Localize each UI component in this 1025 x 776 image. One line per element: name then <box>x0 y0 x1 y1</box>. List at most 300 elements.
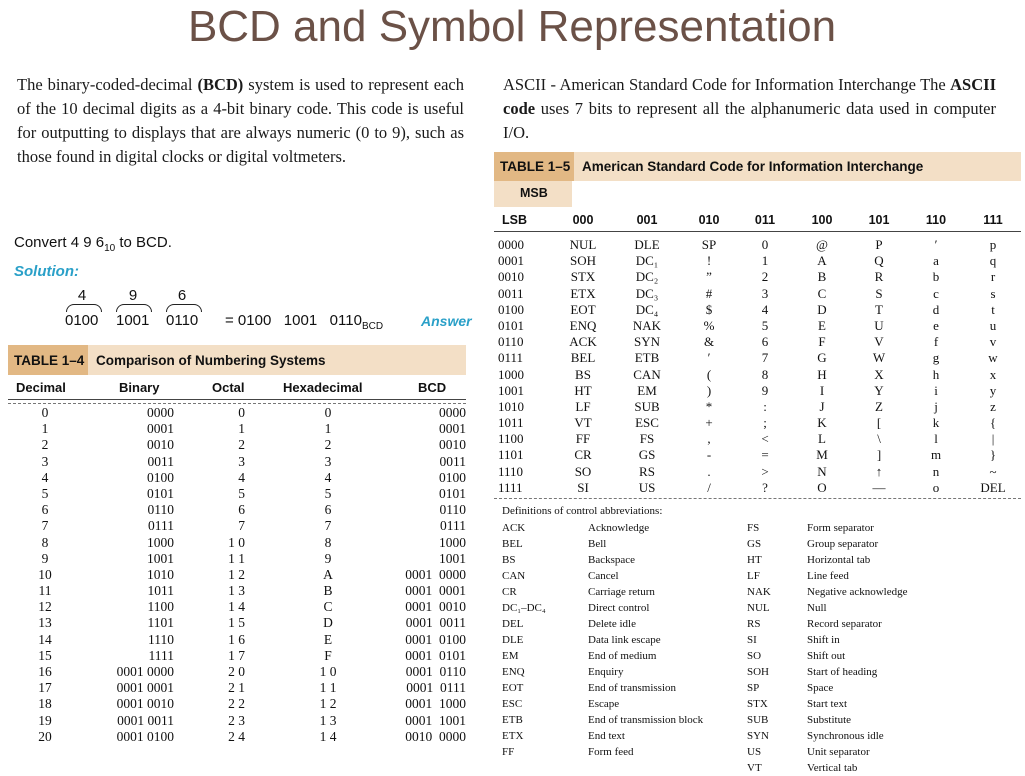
ascii-cell: + <box>705 415 713 431</box>
ascii-cell: EM <box>637 382 657 398</box>
table-cell: 0110 <box>439 502 466 518</box>
ascii-cell: U <box>874 317 884 333</box>
def-abbr: ACK <box>502 522 526 534</box>
table-cell: 11 <box>38 583 52 599</box>
hex-column <box>300 405 356 745</box>
lsb-column <box>498 237 544 496</box>
lsb-cell: 1110 <box>498 463 524 479</box>
lsb-cell: 0011 <box>498 285 524 301</box>
table-cell: 1111 <box>148 647 174 663</box>
table-cell: 1000 <box>439 534 466 550</box>
def-desc: Shift out <box>807 650 846 662</box>
lsb-cell: 0101 <box>498 317 524 333</box>
def-desc: End of transmission block <box>588 714 704 726</box>
def-desc: Start text <box>807 698 848 710</box>
lsb-cell: 0010 <box>498 269 524 285</box>
octal-column <box>205 405 245 745</box>
def-desc: Substitute <box>807 714 852 726</box>
ascii-column <box>904 237 968 496</box>
ascii-cell: DC₁ <box>635 253 659 269</box>
table-cell: 1 0 <box>319 664 337 679</box>
ascii-cell: 1 <box>761 253 769 269</box>
example-digit: 9 <box>128 287 138 304</box>
ascii-cell: c <box>933 285 939 301</box>
table-cell: 1 1 <box>228 550 245 566</box>
ascii-cell: $ <box>705 301 713 317</box>
def-desc: End text <box>588 730 625 742</box>
table-cell: 9 <box>41 550 49 566</box>
table-cell: 0001 0011 <box>405 615 466 631</box>
ascii-cell: ↑ <box>875 463 883 479</box>
ascii-cell: P <box>875 237 883 252</box>
def-abbr: SYN <box>747 730 770 742</box>
table-cell: 1010 <box>147 566 174 582</box>
def-desc: Bell <box>588 538 607 550</box>
table-cell: 0101 <box>147 485 174 501</box>
column-header: BCD <box>418 380 447 395</box>
def-desc: Line feed <box>807 570 849 582</box>
answer-label: Answer <box>421 313 472 329</box>
ascii-cell: j <box>934 398 938 414</box>
table-cell: 0 <box>238 405 245 420</box>
ascii-cell: h <box>932 366 940 382</box>
table-cell: 1100 <box>147 599 174 615</box>
table-cell: 7 <box>324 518 332 534</box>
table-cell: 7 <box>238 518 245 534</box>
table-cell: 2 0 <box>228 664 245 679</box>
def-desc: Backspace <box>588 554 636 566</box>
def-abbr: ETX <box>502 730 524 742</box>
decimal-column <box>30 405 60 745</box>
table-cell: 2 4 <box>228 728 245 744</box>
msb-header: 101 <box>868 213 890 227</box>
table-cell: 6 <box>41 502 49 518</box>
ascii-cell: ′ <box>934 237 938 252</box>
table-cell: 3 <box>41 453 49 469</box>
table-cell: 4 <box>238 469 245 485</box>
ascii-cell: s <box>990 285 996 301</box>
ascii-cell: BS <box>575 366 591 382</box>
ascii-cell: } <box>989 447 997 463</box>
table-cell: 12 <box>38 599 52 615</box>
def-abbr: GS <box>747 538 762 550</box>
table-cell: 0001 0101 <box>405 647 466 663</box>
table-cell: 0100 <box>147 469 174 485</box>
def-abbr: RS <box>747 618 761 630</box>
msb-header: 000 <box>572 213 594 227</box>
table-cell: 1011 <box>147 583 174 599</box>
table-cell: A <box>323 566 333 582</box>
ascii-cell: 3 <box>761 285 769 301</box>
ascii-cell: w <box>988 350 998 366</box>
table-cell: 5 <box>238 485 245 501</box>
def-desc: Negative acknowledge <box>807 586 908 598</box>
ascii-cell: - <box>706 447 712 463</box>
def-desc: Synchronous idle <box>807 730 884 742</box>
def-desc: Delete idle <box>588 618 636 630</box>
table-cell: 0010 0000 <box>405 728 466 744</box>
def-desc: End of medium <box>588 650 657 662</box>
ascii-cell: u <box>989 317 997 333</box>
table-cell: 0 <box>41 405 49 420</box>
bcd-column <box>380 405 466 745</box>
ascii-cell: FF <box>575 431 591 447</box>
def-abbr: DEL <box>502 618 524 630</box>
ascii-cell: SO <box>574 463 592 479</box>
column-header: Hexadecimal <box>283 380 363 395</box>
def-abbr: NAK <box>747 586 771 598</box>
ascii-cell: # <box>705 285 713 301</box>
ascii-cell: k <box>932 415 940 431</box>
ascii-column <box>677 237 741 496</box>
def-abbr: STX <box>747 698 768 710</box>
table-cell: 6 <box>324 502 332 518</box>
table-cell: 3 <box>324 453 332 469</box>
table-caption: American Standard Code for Information Interchange <box>574 152 1021 181</box>
example-digit: 6 <box>177 287 187 304</box>
header-rule <box>8 399 466 400</box>
table-cell: 4 <box>324 469 332 485</box>
def-abbr: CR <box>502 586 517 598</box>
table-cell: 0001 0110 <box>405 664 466 679</box>
ascii-cell: ) <box>706 382 712 398</box>
ascii-cell: * <box>705 398 713 414</box>
def-desc: Data link escape <box>588 634 661 646</box>
example-digit: 4 <box>77 287 87 304</box>
ascii-cell: ” <box>706 269 712 285</box>
ascii-cell: g <box>932 350 940 366</box>
definitions-right-desc <box>807 520 907 776</box>
table-cell: B <box>323 583 333 599</box>
def-desc: Form feed <box>588 746 634 758</box>
ascii-cell: M <box>816 447 828 463</box>
table-cell: 14 <box>38 631 52 647</box>
table-cell: 1 <box>238 421 245 437</box>
msb-label: MSB <box>520 186 548 200</box>
ascii-cell: NUL <box>569 237 597 252</box>
ascii-cell: [ <box>876 415 882 431</box>
def-desc: Cancel <box>588 570 619 582</box>
table-cell: 2 <box>324 437 332 453</box>
ascii-cell: % <box>703 317 715 333</box>
table-cell: 0101 <box>439 485 466 501</box>
ascii-cell: 8 <box>761 366 769 382</box>
table-cell: 10 <box>38 566 52 582</box>
lsb-cell: 0110 <box>498 334 524 350</box>
ascii-cell: O <box>817 479 827 495</box>
ascii-cell: ( <box>706 366 712 382</box>
table-cell: 0001 <box>147 421 174 437</box>
table-cell: 0001 0111 <box>406 680 466 696</box>
page-title: BCD and Symbol Representation <box>187 2 837 51</box>
ascii-cell: Y <box>874 382 884 398</box>
ascii-cell: STX <box>570 269 596 285</box>
example-prompt: Convert 4 9 $6_{10}$ to BCD. <box>14 234 172 254</box>
def-desc: Space <box>807 682 834 694</box>
def-abbr: LF <box>747 570 760 582</box>
table-cell: 1110 <box>148 631 174 647</box>
ascii-cell: v <box>989 334 997 350</box>
ascii-column <box>847 237 911 496</box>
table-cell: 1 3 <box>228 583 245 599</box>
table-cell: C <box>323 599 333 615</box>
def-abbr: US <box>747 746 762 758</box>
table-cell: 2 <box>41 437 49 453</box>
table-cell: 0011 <box>147 453 174 469</box>
def-desc: End of transmission <box>588 682 676 694</box>
ascii-cell: X <box>874 366 884 382</box>
header-rule <box>494 231 1021 232</box>
table-cell: 1 <box>324 421 332 437</box>
table-cell: 0111 <box>148 518 174 534</box>
table-cell: 6 <box>238 502 245 518</box>
ascii-cell: 0 <box>761 237 769 252</box>
ascii-cell: n <box>932 463 940 479</box>
table-cell: 4 <box>41 469 49 485</box>
table-cell: 5 <box>324 485 332 501</box>
table-cell: 1 0 <box>228 534 245 550</box>
table-cell: 0000 <box>439 405 466 420</box>
ascii-cell: z <box>990 398 996 414</box>
table-cell: 1001 <box>439 550 466 566</box>
ascii-cell: t <box>991 301 995 317</box>
table-cell: 7 <box>41 518 49 534</box>
ascii-cell: H <box>817 366 827 382</box>
table-cell: 0100 <box>439 469 466 485</box>
table-cell: 0001 0001 <box>116 680 174 696</box>
table-cell: 0001 0000 <box>405 566 466 582</box>
ascii-cell: B <box>817 269 827 285</box>
ascii-cell: Z <box>875 398 883 414</box>
table-cell: 2 <box>238 437 245 453</box>
ascii-cell: EOT <box>570 301 596 317</box>
ascii-cell: BEL <box>570 350 596 366</box>
ascii-cell: D <box>817 301 827 317</box>
ascii-cell: / <box>707 479 711 495</box>
ascii-cell: DC₄ <box>635 301 659 317</box>
table-cell: 17 <box>38 680 52 696</box>
def-desc: Vertical tab <box>807 762 858 774</box>
table-1-5-header <box>494 152 1021 181</box>
definitions-right-abbr <box>747 520 771 776</box>
ascii-cell: p <box>989 237 997 252</box>
table-cell: 16 <box>38 664 52 679</box>
ascii-cell: = <box>761 447 769 463</box>
ascii-cell: ACK <box>569 334 597 350</box>
table-cell: E <box>323 631 333 647</box>
binary-column <box>96 405 174 745</box>
ascii-cell: DC₃ <box>635 285 659 301</box>
ascii-cell: m <box>930 447 942 463</box>
ascii-cell: DLE <box>634 237 660 252</box>
ascii-cell: x <box>989 366 997 382</box>
msb-header: 110 <box>925 213 947 227</box>
msb-header: 100 <box>811 213 833 227</box>
ascii-description: ASCII - American Standard Code for Information Interchange The ASCII code uses 7 bits to represent all the alphanumeric data used in computer I/O. <box>503 75 996 142</box>
ascii-cell: SYN <box>633 334 660 350</box>
ascii-cell: SOH <box>569 253 596 269</box>
ascii-cell: C <box>817 285 827 301</box>
def-abbr: SO <box>747 650 762 662</box>
table-cell: 1 6 <box>228 631 245 647</box>
def-abbr: VT <box>747 762 762 774</box>
table-cell: 1 4 <box>228 599 245 615</box>
ascii-cell: SP <box>701 237 717 252</box>
ascii-cell: . <box>707 463 711 479</box>
table-cell: 1 7 <box>228 647 245 663</box>
table-cell: 0001 0100 <box>405 631 466 647</box>
ascii-cell: e <box>933 317 939 333</box>
table-cell: 0001 0001 <box>405 583 466 599</box>
lsb-cell: 1100 <box>498 431 524 447</box>
def-abbr: FS <box>747 522 760 534</box>
ascii-cell: o <box>932 479 940 495</box>
lsb-label: LSB <box>502 213 527 227</box>
def-desc: Enquiry <box>588 666 624 678</box>
ascii-cell: GS <box>638 447 656 463</box>
table-cell: 1 2 <box>228 566 245 582</box>
example-group: 0100 <box>65 312 99 329</box>
def-desc: Start of heading <box>807 666 878 678</box>
ascii-cell: DEL <box>980 479 1006 495</box>
table-cell: 0001 0000 <box>116 664 174 679</box>
ascii-cell: L <box>818 431 826 447</box>
lsb-cell: 0100 <box>498 301 524 317</box>
ascii-column <box>733 237 797 496</box>
table-cell: 1 1 <box>319 680 337 696</box>
ascii-cell: R <box>874 269 884 285</box>
lsb-cell: 0111 <box>498 350 524 366</box>
ascii-cell: W <box>872 350 886 366</box>
def-abbr: HT <box>747 554 762 566</box>
column-header: Octal <box>212 380 245 395</box>
brace <box>116 304 152 312</box>
def-desc: Escape <box>588 698 620 710</box>
def-abbr: EM <box>502 650 519 662</box>
table-cell: 0010 <box>439 437 466 453</box>
column-header: Decimal <box>16 380 66 395</box>
table-cell: 1 4 <box>319 728 337 744</box>
ascii-cell: VT <box>574 415 592 431</box>
ascii-cell: SI <box>577 479 589 495</box>
table-cell: 1101 <box>147 615 174 631</box>
ascii-cell: , <box>707 431 711 447</box>
def-desc: Direct control <box>588 602 650 614</box>
def-abbr: SUB <box>747 714 769 726</box>
ascii-cell: b <box>932 269 940 285</box>
ascii-cell: 4 <box>761 301 769 317</box>
bcd-description: The binary-coded-decimal (BCD) system is used to represent each of the 10 decimal digits as a 4-bit binary code. This code is useful for outputting to displays that are always numeric (0 to 9), such as those found in digital clocks or digital voltmeters. <box>17 75 464 166</box>
ascii-cell: < <box>761 431 769 447</box>
definitions-title: Definitions of control abbreviations: <box>502 505 663 517</box>
table-cell: 1 2 <box>319 696 337 712</box>
def-desc: Horizontal tab <box>807 554 871 566</box>
ascii-cell: > <box>761 463 769 479</box>
table-cell: 0001 0010 <box>405 599 466 615</box>
def-abbr: BS <box>502 554 516 566</box>
ascii-cell: J <box>819 398 825 414</box>
ascii-cell: T <box>875 301 883 317</box>
example-group: 1001 <box>116 312 150 329</box>
ascii-cell: SUB <box>634 398 660 414</box>
ascii-column <box>551 237 615 496</box>
table-cell: 8 <box>41 534 49 550</box>
def-abbr: SOH <box>747 666 770 678</box>
ascii-cell: LF <box>575 398 591 414</box>
ascii-cell: ; <box>763 415 767 431</box>
def-desc: Group separator <box>807 538 879 550</box>
table-cell: 0000 <box>147 405 174 420</box>
ascii-cell: i <box>934 382 938 398</box>
table-cell: 0001 <box>439 421 466 437</box>
lsb-cell: 1101 <box>498 447 524 463</box>
def-abbr: ENQ <box>502 666 525 678</box>
table-cell: 0111 <box>440 518 466 534</box>
ascii-cell: FS <box>639 431 655 447</box>
ascii-cell: 5 <box>761 317 769 333</box>
lsb-cell: 0001 <box>498 253 524 269</box>
table-cell: 8 <box>324 534 332 550</box>
ascii-cell: @ <box>816 237 828 252</box>
table-cell: 1 5 <box>228 615 245 631</box>
def-abbr: NUL <box>747 602 770 614</box>
table-cell: 1 3 <box>319 712 337 728</box>
def-desc: Unit separator <box>807 746 870 758</box>
definitions-left-abbr <box>502 520 546 760</box>
table-cell: 1 <box>41 421 49 437</box>
table-cell: 20 <box>38 728 52 744</box>
def-abbr: CAN <box>502 570 526 582</box>
ascii-cell: ENQ <box>569 317 597 333</box>
ascii-cell: S <box>875 285 883 301</box>
table-cell: F <box>324 647 332 663</box>
example-result: = 0100 1001 $0110_{BCD}$ <box>225 312 384 332</box>
lsb-cell: 1010 <box>498 398 524 414</box>
ascii-cell: 9 <box>761 382 769 398</box>
ascii-cell: V <box>874 334 884 350</box>
ascii-cell: f <box>933 334 939 350</box>
ascii-column <box>961 237 1025 496</box>
def-abbr: ESC <box>502 698 523 710</box>
def-abbr: SI <box>747 634 757 646</box>
ascii-cell: a <box>933 253 939 269</box>
table-cell: 0001 0010 <box>116 696 174 712</box>
ascii-cell: | <box>991 431 995 447</box>
def-abbr: SP <box>747 682 760 694</box>
table-cell: 2 1 <box>228 680 245 696</box>
lsb-cell: 1000 <box>498 366 524 382</box>
ascii-cell: US <box>638 479 656 495</box>
def-desc: Null <box>807 602 827 614</box>
table-cell: 0001 0011 <box>117 712 174 728</box>
msb-header: 010 <box>698 213 720 227</box>
table-1-4-header <box>8 345 466 375</box>
ascii-column <box>790 237 854 496</box>
table-cell: 0011 <box>439 453 466 469</box>
ascii-cell: K <box>817 415 827 431</box>
table-cell: 1001 <box>147 550 174 566</box>
msb-header: 011 <box>754 213 776 227</box>
ascii-cell: Q <box>874 253 884 269</box>
table-cell: 0010 <box>147 437 174 453</box>
ascii-cell: A <box>817 253 827 269</box>
table-cell: 2 2 <box>228 696 245 712</box>
def-desc: Record separator <box>807 618 882 630</box>
table-cell: 0001 1000 <box>405 696 466 712</box>
def-abbr: DLE <box>502 634 524 646</box>
def-desc: Carriage return <box>588 586 655 598</box>
def-abbr: DC₁–DC₄ <box>502 602 546 614</box>
